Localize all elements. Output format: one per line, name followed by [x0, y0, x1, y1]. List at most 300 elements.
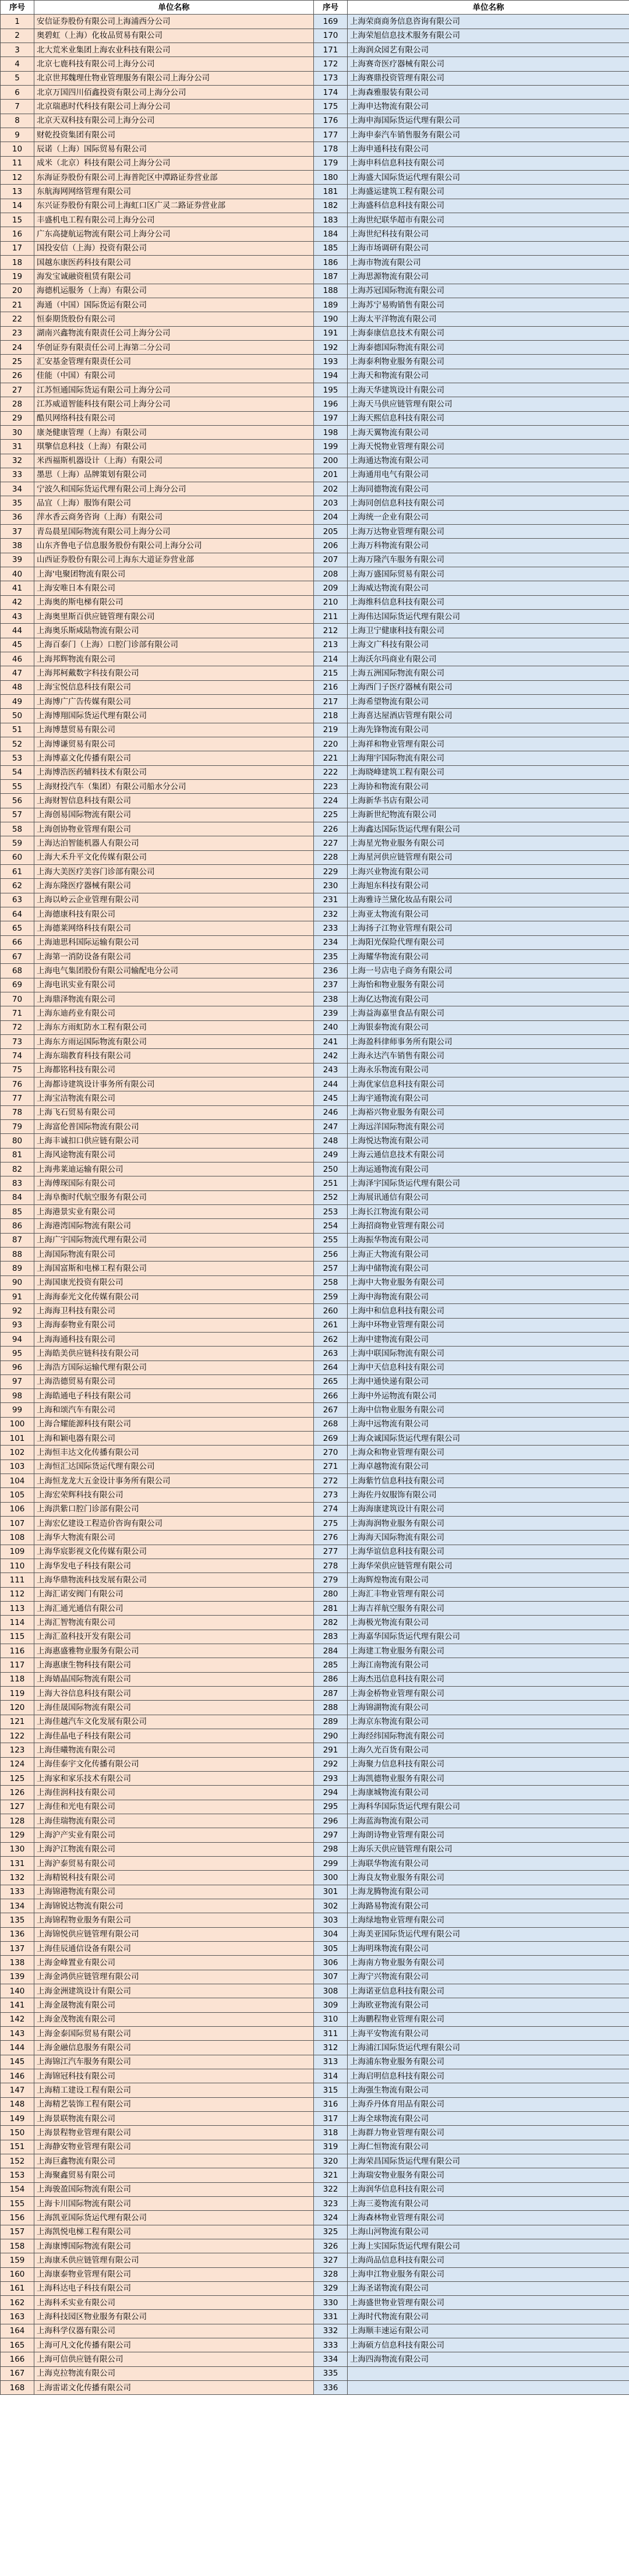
row-index-right: 306 [314, 1956, 348, 1970]
table-row [1, 2225, 629, 2239]
table-row [1, 1913, 629, 1927]
company-name-right: 上海星河供应链管理有限公司 [348, 850, 629, 864]
table-row [1, 2111, 629, 2125]
company-name-left: 上海大美医疗美容门诊部有限公司 [34, 865, 314, 879]
row-index-left: 123 [1, 1743, 34, 1757]
company-name-right: 上海全球物流有限公司 [348, 2111, 629, 2125]
company-name-left: 上海达泊智能机器人有限公司 [34, 836, 314, 850]
row-index-left: 38 [1, 539, 34, 553]
row-index-right: 323 [314, 2196, 348, 2210]
company-name-right: 上海蓝海物流有限公司 [348, 1814, 629, 1828]
row-index-left: 124 [1, 1757, 34, 1771]
row-index-left: 46 [1, 652, 34, 666]
row-index-left: 39 [1, 553, 34, 567]
row-index-right: 187 [314, 270, 348, 284]
row-index-left: 15 [1, 213, 34, 227]
table-row [1, 836, 629, 850]
row-index-right: 218 [314, 709, 348, 723]
company-name-left: 上海东瑞教育科技有限公司 [34, 1049, 314, 1063]
row-index-left: 11 [1, 156, 34, 170]
company-name-right: 上海永达汽车销售有限公司 [348, 1049, 629, 1063]
company-name-right: 上海硕方信息科技有限公司 [348, 2338, 629, 2352]
row-index-left: 91 [1, 1289, 34, 1303]
company-name-right: 上海西门子医疗器械有限公司 [348, 680, 629, 694]
company-name-right: 上海新世纪物流有限公司 [348, 808, 629, 822]
row-index-left: 117 [1, 1658, 34, 1672]
company-name-left: 上海华发电子科技有限公司 [34, 1559, 314, 1573]
row-index-left: 92 [1, 1304, 34, 1318]
company-name-right: 上海优家信息科技有限公司 [348, 1077, 629, 1091]
company-name-left: 上海华宸影视文化传媒有限公司 [34, 1545, 314, 1559]
company-name-left: 奥碧虹（上海）化妆品贸易有限公司 [34, 29, 314, 43]
row-index-left: 165 [1, 2338, 34, 2352]
row-index-right: 246 [314, 1105, 348, 1119]
row-index-right: 310 [314, 2012, 348, 2026]
company-name-left: 上海佳晶电子科技有限公司 [34, 1729, 314, 1743]
company-name-left: 东兴证券股份有限公司上海虹口区广灵二路证券营业部 [34, 199, 314, 213]
row-index-left: 160 [1, 2267, 34, 2281]
company-name-left: 上海海泰物业有限公司 [34, 1318, 314, 1332]
company-name-left: 上海东方雨虹防水工程有限公司 [34, 1020, 314, 1034]
row-index-right: 244 [314, 1077, 348, 1091]
company-name-left: 丰盛机电工程有限公司上海分公司 [34, 213, 314, 227]
company-name-right: 上海威达物流有限公司 [348, 581, 629, 595]
table-row [1, 865, 629, 879]
row-index-left: 1 [1, 15, 34, 29]
row-index-left: 51 [1, 723, 34, 737]
company-name-right: 上海天熙信息科技有限公司 [348, 411, 629, 425]
table-row [1, 1701, 629, 1715]
table-row [1, 1545, 629, 1559]
table-row [1, 1687, 629, 1701]
row-index-right: 192 [314, 340, 348, 354]
row-index-left: 146 [1, 2069, 34, 2083]
company-name-right: 上海润众园艺有限公司 [348, 43, 629, 56]
row-index-right: 196 [314, 397, 348, 411]
row-index-right: 174 [314, 85, 348, 99]
company-name-right: 上海星光物业服务有限公司 [348, 836, 629, 850]
company-name-left: 上海佳瑞物流有限公司 [34, 1814, 314, 1828]
row-index-right: 236 [314, 964, 348, 978]
table-row [1, 142, 629, 156]
row-index-left: 129 [1, 1828, 34, 1842]
company-name-right: 上海申达物流有限公司 [348, 100, 629, 114]
row-index-left: 85 [1, 1204, 34, 1218]
table-row [1, 935, 629, 949]
company-name-right: 上海申科信息科技有限公司 [348, 156, 629, 170]
company-name-right: 上海正大物流有限公司 [348, 1247, 629, 1261]
row-index-right: 215 [314, 666, 348, 680]
company-name-right: 上海翔宇国际物流有限公司 [348, 751, 629, 765]
company-name-right: 上海苏冠国际物流有限公司 [348, 284, 629, 298]
row-index-right: 242 [314, 1049, 348, 1063]
company-name-left: 上海博广广告传媒有限公司 [34, 695, 314, 709]
row-index-left: 104 [1, 1474, 34, 1488]
company-name-right: 上海天华建筑设计有限公司 [348, 383, 629, 397]
company-name-right: 上海同德物流有限公司 [348, 482, 629, 496]
table-row [1, 1204, 629, 1218]
table-row [1, 1332, 629, 1346]
company-name-left: 上海浩德贸易有限公司 [34, 1374, 314, 1388]
company-name-left: 琪擎信息科技（上海）有限公司 [34, 440, 314, 454]
row-index-right: 305 [314, 1941, 348, 1955]
company-name-left: 东海证券股份有限公司上海普陀区中潭路证券营业部 [34, 170, 314, 184]
company-name-left: 上海创易国际物流有限公司 [34, 808, 314, 822]
table-row [1, 1757, 629, 1771]
row-index-left: 61 [1, 865, 34, 879]
company-name-left: 康尧健康管理（上海）有限公司 [34, 425, 314, 439]
company-name-left: 米西福斯机器设计（上海）有限公司 [34, 454, 314, 468]
row-index-left: 166 [1, 2352, 34, 2366]
company-name-left: 江苏恒通国际货运有限公司上海分公司 [34, 383, 314, 397]
company-name-left: 上海德康科技有限公司 [34, 907, 314, 921]
company-name-right: 上海圣诺物流有限公司 [348, 2281, 629, 2295]
company-name-left: 上海大谷信息科技有限公司 [34, 1687, 314, 1701]
row-index-left: 42 [1, 595, 34, 609]
table-row [1, 1559, 629, 1573]
table-row [1, 1275, 629, 1289]
company-name-left: 上海创协物业管理有限公司 [34, 822, 314, 836]
row-index-left: 7 [1, 100, 34, 114]
row-index-right: 220 [314, 737, 348, 751]
company-name-right: 上海泰康信息技术有限公司 [348, 326, 629, 340]
row-index-left: 111 [1, 1573, 34, 1587]
row-index-left: 52 [1, 737, 34, 751]
row-index-right: 225 [314, 808, 348, 822]
table-row [1, 1247, 629, 1261]
row-index-left: 6 [1, 85, 34, 99]
company-name-right: 上海联华物流有限公司 [348, 1856, 629, 1870]
company-name-right: 上海仁恒物流有限公司 [348, 2140, 629, 2154]
table-row [1, 2352, 629, 2366]
company-name-left: 上海宝悦信息科技有限公司 [34, 680, 314, 694]
row-index-left: 80 [1, 1134, 34, 1148]
table-row [1, 1899, 629, 1913]
company-name-right: 上海永乐物流有限公司 [348, 1063, 629, 1077]
table-row [1, 2196, 629, 2210]
company-name-left: 上海皓美供应链科技有限公司 [34, 1347, 314, 1361]
company-name-right: 上海怡和物业服务有限公司 [348, 978, 629, 992]
row-index-left: 4 [1, 57, 34, 71]
table-row [1, 1814, 629, 1828]
row-index-right: 281 [314, 1602, 348, 1616]
company-name-right: 上海浦东物业服务有限公司 [348, 2055, 629, 2069]
company-name-left: 上海可信供应链有限公司 [34, 2352, 314, 2366]
company-name-left: 上海锦悦供应链管理有限公司 [34, 1927, 314, 1941]
company-name-left: 上海奥里斯百供应链管理有限公司 [34, 610, 314, 624]
row-index-left: 107 [1, 1517, 34, 1531]
row-index-left: 3 [1, 43, 34, 56]
company-name-right: 上海希望物流有限公司 [348, 695, 629, 709]
row-index-right: 318 [314, 2126, 348, 2140]
company-name-left: 上海汇通光通信有限公司 [34, 1602, 314, 1616]
company-name-left: 上海'电聚团物流有限公司 [34, 567, 314, 581]
row-index-right: 287 [314, 1687, 348, 1701]
row-index-right: 245 [314, 1091, 348, 1105]
table-row [1, 1828, 629, 1842]
row-index-left: 136 [1, 1927, 34, 1941]
company-name-left: 上海风途物流有限公司 [34, 1148, 314, 1162]
company-name-left: 汇安基金管理有限责任公司 [34, 355, 314, 369]
row-index-right: 232 [314, 907, 348, 921]
company-name-right: 上海乔丹体育用品有限公司 [348, 2097, 629, 2111]
row-index-left: 23 [1, 326, 34, 340]
row-index-left: 2 [1, 29, 34, 43]
table-row [1, 921, 629, 935]
row-index-right: 336 [314, 2381, 348, 2395]
table-row [1, 737, 629, 751]
company-name-left: 上海景联物流有限公司 [34, 2111, 314, 2125]
company-name-left: 广东高捷航运物流有限公司上海分公司 [34, 227, 314, 241]
row-index-left: 120 [1, 1701, 34, 1715]
company-name-left: 上海华鼎物流科技发展有限公司 [34, 1573, 314, 1587]
company-name-left: 酷贝网络科技有限公司 [34, 411, 314, 425]
company-name-right: 上海世纪科技有限公司 [348, 227, 629, 241]
row-index-right: 316 [314, 2097, 348, 2111]
company-name-right: 上海鹏程物业管理有限公司 [348, 2012, 629, 2026]
company-name-right: 上海申江物业服务有限公司 [348, 2267, 629, 2281]
row-index-left: 121 [1, 1715, 34, 1729]
company-name-right: 上海紫竹信息科技有限公司 [348, 1474, 629, 1488]
table-row [1, 1927, 629, 1941]
row-index-right: 307 [314, 1970, 348, 1984]
company-name-left: 上海海泰光文化传媒有限公司 [34, 1289, 314, 1303]
row-index-right: 308 [314, 1984, 348, 1998]
table-row [1, 1034, 629, 1048]
table-row [1, 2324, 629, 2338]
company-name-left: 北京万国四川佰鑫投资有限公司上海分公司 [34, 85, 314, 99]
company-name-right: 上海扬子江物业管理有限公司 [348, 921, 629, 935]
company-name-right: 上海中环物业管理有限公司 [348, 1318, 629, 1332]
company-name-right: 上海科华国际货运代理有限公司 [348, 1800, 629, 1814]
row-index-left: 93 [1, 1318, 34, 1332]
company-name-right: 上海良友物业服务有限公司 [348, 1871, 629, 1885]
company-name-left: 财乾投资集团有限公司 [34, 128, 314, 142]
company-name-right: 上海旭东科技有限公司 [348, 879, 629, 893]
header-index-left: 序号 [1, 1, 34, 15]
company-name-left: 上海恒丰达文化传播有限公司 [34, 1446, 314, 1460]
table-row [1, 1049, 629, 1063]
row-index-left: 57 [1, 808, 34, 822]
row-index-left: 125 [1, 1772, 34, 1786]
row-index-right: 208 [314, 567, 348, 581]
table-row [1, 100, 629, 114]
row-index-left: 45 [1, 638, 34, 652]
row-index-right: 303 [314, 1913, 348, 1927]
company-name-left: 上海国富斯和电梯工程有限公司 [34, 1262, 314, 1275]
row-index-right: 320 [314, 2154, 348, 2168]
company-name-right: 上海金桥物业管理有限公司 [348, 1687, 629, 1701]
row-index-left: 69 [1, 978, 34, 992]
company-name-right: 上海润华信息科技有限公司 [348, 2182, 629, 2196]
row-index-left: 37 [1, 525, 34, 539]
row-index-left: 33 [1, 468, 34, 482]
row-index-right: 279 [314, 1573, 348, 1587]
table-row [1, 2239, 629, 2253]
company-name-right: 上海中信物业服务有限公司 [348, 1403, 629, 1417]
company-name-right: 上海众诚国际货运代理有限公司 [348, 1432, 629, 1446]
table-row [1, 1573, 629, 1587]
row-index-left: 128 [1, 1814, 34, 1828]
company-name-left: 上海以岭云企业管理有限公司 [34, 893, 314, 907]
row-index-right: 262 [314, 1332, 348, 1346]
table-row [1, 1842, 629, 1856]
table-row [1, 2097, 629, 2111]
row-index-right: 233 [314, 921, 348, 935]
row-index-left: 119 [1, 1687, 34, 1701]
row-index-left: 115 [1, 1630, 34, 1644]
table-row [1, 71, 629, 85]
table-row [1, 765, 629, 779]
row-index-right: 171 [314, 43, 348, 56]
company-name-right: 上海建工物业服务有限公司 [348, 1644, 629, 1658]
row-index-right: 299 [314, 1856, 348, 1870]
row-index-left: 132 [1, 1871, 34, 1885]
row-index-right: 298 [314, 1842, 348, 1856]
company-name-right: 上海盈科律师事务所有限公司 [348, 1034, 629, 1048]
row-index-right: 283 [314, 1630, 348, 1644]
company-name-left: 北大荒米业集团上海农业科技有限公司 [34, 43, 314, 56]
row-index-right: 183 [314, 213, 348, 227]
table-row [1, 1517, 629, 1531]
row-index-right: 234 [314, 935, 348, 949]
table-row [1, 199, 629, 213]
row-index-right: 260 [314, 1304, 348, 1318]
row-index-left: 154 [1, 2182, 34, 2196]
table-row [1, 185, 629, 199]
table-row [1, 1134, 629, 1148]
row-index-left: 54 [1, 765, 34, 779]
row-index-right: 271 [314, 1460, 348, 1473]
company-name-right: 上海中储物流有限公司 [348, 1262, 629, 1275]
company-name-left: 成米（北京）科技有限公司上海分公司 [34, 156, 314, 170]
table-row [1, 1743, 629, 1757]
row-index-right: 240 [314, 1020, 348, 1034]
table-row [1, 284, 629, 298]
row-index-left: 17 [1, 241, 34, 255]
row-index-left: 153 [1, 2168, 34, 2182]
company-name-left: 上海奥乐斯咸陆物流有限公司 [34, 624, 314, 638]
table-row [1, 1148, 629, 1162]
row-index-right: 179 [314, 156, 348, 170]
table-row [1, 808, 629, 822]
row-index-right: 207 [314, 553, 348, 567]
row-index-left: 94 [1, 1332, 34, 1346]
company-name-right: 上海宇通物流有限公司 [348, 1091, 629, 1105]
company-name-right: 上海中大物业服务有限公司 [348, 1275, 629, 1289]
row-index-left: 67 [1, 949, 34, 963]
company-name-right: 上海祥和物业管理有限公司 [348, 737, 629, 751]
company-name-right: 上海明珠物流有限公司 [348, 1941, 629, 1955]
company-name-left: 上海科禾实业有限公司 [34, 2296, 314, 2310]
table-row [1, 978, 629, 992]
company-name-right: 上海思源物流有限公司 [348, 270, 629, 284]
row-index-left: 44 [1, 624, 34, 638]
row-index-right: 302 [314, 1899, 348, 1913]
company-name-left: 上海惠盛雅物业服务有限公司 [34, 1644, 314, 1658]
row-index-right: 272 [314, 1474, 348, 1488]
table-row [1, 652, 629, 666]
company-name-left: 上海佳和光电有限公司 [34, 1800, 314, 1814]
row-index-right: 314 [314, 2069, 348, 2083]
row-index-right: 250 [314, 1162, 348, 1176]
company-name-left: 上海锦港物流有限公司 [34, 1885, 314, 1899]
row-index-left: 55 [1, 780, 34, 794]
row-index-right: 175 [314, 100, 348, 114]
company-name-right: 上海山河物流有限公司 [348, 2225, 629, 2239]
company-name-left: 上海都铭科技有限公司 [34, 1063, 314, 1077]
company-name-left: 上海凯亚国际货运代理有限公司 [34, 2211, 314, 2225]
row-index-left: 135 [1, 1913, 34, 1927]
row-index-right: 291 [314, 1743, 348, 1757]
row-index-left: 62 [1, 879, 34, 893]
table-row [1, 610, 629, 624]
company-name-left: 上海百泰门（上海）口腔门诊部有限公司 [34, 638, 314, 652]
row-index-left: 50 [1, 709, 34, 723]
company-name-right [348, 2381, 629, 2395]
table-row [1, 1389, 629, 1403]
company-name-right: 上海龙腾物流有限公司 [348, 1885, 629, 1899]
row-index-left: 27 [1, 383, 34, 397]
table-row [1, 1602, 629, 1616]
company-name-right: 上海荣商商务信息咨询有限公司 [348, 15, 629, 29]
company-name-right: 上海众和物业管理有限公司 [348, 1446, 629, 1460]
row-index-left: 98 [1, 1389, 34, 1403]
table-row [1, 624, 629, 638]
row-index-right: 312 [314, 2041, 348, 2055]
company-name-right: 上海平安物流有限公司 [348, 2026, 629, 2040]
company-name-right: 上海太平洋物流有限公司 [348, 312, 629, 326]
row-index-left: 30 [1, 425, 34, 439]
row-index-left: 167 [1, 2366, 34, 2380]
company-name-right: 上海先锋物流有限公司 [348, 723, 629, 737]
row-index-right: 170 [314, 29, 348, 43]
row-index-right: 231 [314, 893, 348, 907]
company-name-left: 上海第一消防设备有限公司 [34, 949, 314, 963]
row-index-left: 147 [1, 2083, 34, 2097]
company-name-right: 上海同创信息科技有限公司 [348, 496, 629, 510]
company-name-right: 上海通达物流有限公司 [348, 454, 629, 468]
row-index-right: 284 [314, 1644, 348, 1658]
table-row [1, 2083, 629, 2097]
row-index-left: 16 [1, 227, 34, 241]
row-index-right: 195 [314, 383, 348, 397]
company-name-left: 上海康博国际物流有限公司 [34, 2239, 314, 2253]
company-name-right: 上海万达物业管理有限公司 [348, 525, 629, 539]
row-index-right: 200 [314, 454, 348, 468]
company-name-right: 上海统一企业有限公司 [348, 510, 629, 524]
table-row [1, 907, 629, 921]
table-row [1, 879, 629, 893]
row-index-left: 35 [1, 496, 34, 510]
row-index-right: 229 [314, 865, 348, 879]
company-name-right: 上海卓越物流有限公司 [348, 1460, 629, 1473]
table-row [1, 15, 629, 29]
company-name-right: 上海益海嘉里食品有限公司 [348, 1006, 629, 1020]
table-row [1, 1941, 629, 1955]
company-name-left: 上海佳辰通信设备有限公司 [34, 1941, 314, 1955]
table-row [1, 1432, 629, 1446]
company-name-right: 上海汇丰物业管理有限公司 [348, 1587, 629, 1601]
row-index-left: 29 [1, 411, 34, 425]
row-index-left: 161 [1, 2281, 34, 2295]
table-row [1, 581, 629, 595]
table-row [1, 1347, 629, 1361]
row-index-right: 211 [314, 610, 348, 624]
company-name-right: 上海沃尔玛商业有限公司 [348, 652, 629, 666]
company-name-right: 上海强生物流有限公司 [348, 2083, 629, 2097]
row-index-right: 274 [314, 1502, 348, 1516]
